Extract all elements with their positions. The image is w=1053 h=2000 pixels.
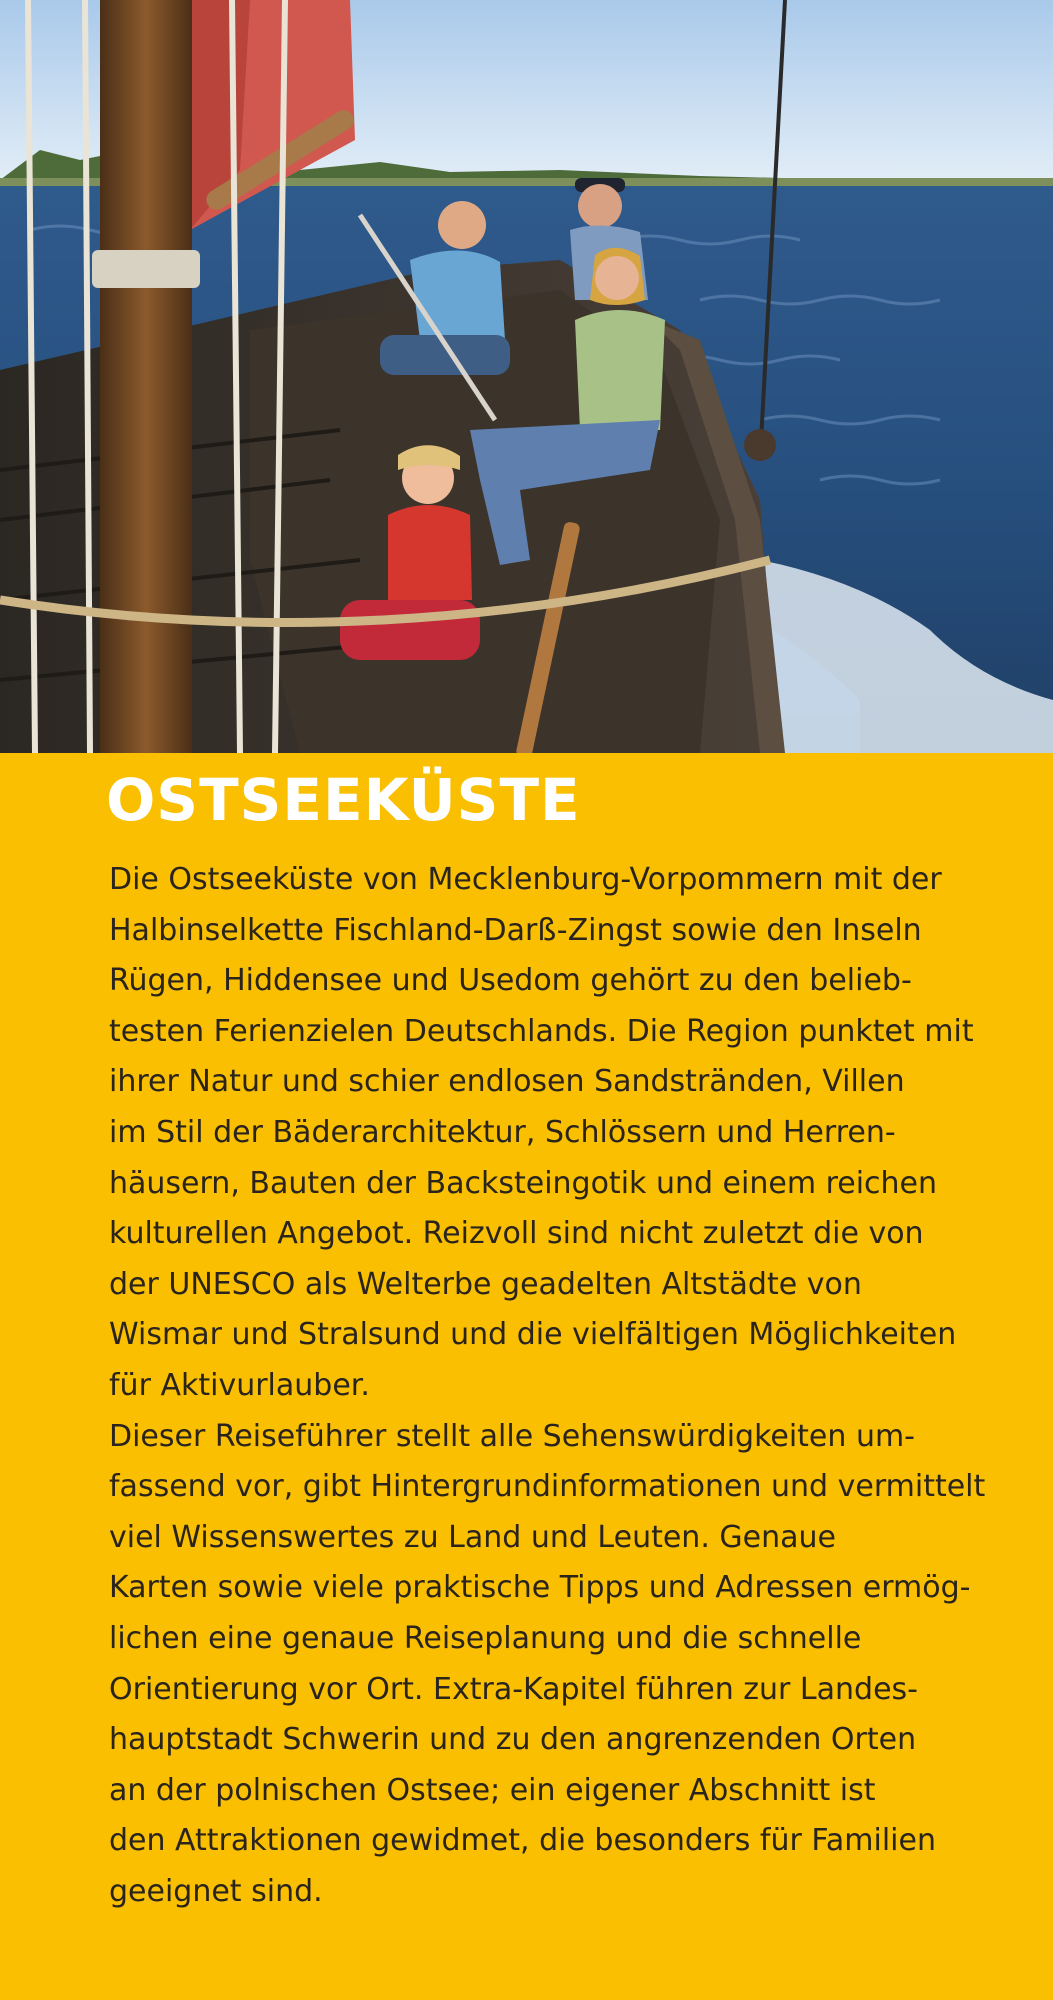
body-line: kulturellen Angebot. Reizvoll sind nicht zuletzt die von bbox=[109, 1216, 924, 1252]
body-line: lichen eine genaue Reiseplanung und die schnelle bbox=[109, 1620, 862, 1656]
body-line: Rügen, Hiddensee und Usedom gehört zu den belieb- bbox=[109, 963, 912, 999]
body-line: geeignet sind. bbox=[109, 1873, 323, 1909]
body-line: im Stil der Bäderarchitektur, Schlössern und Herren- bbox=[109, 1114, 896, 1150]
body-line: Karten sowie viele praktische Tipps und Adressen ermög- bbox=[109, 1570, 971, 1606]
sailboat-family-photo-art bbox=[0, 0, 1053, 753]
body-line: Wismar und Stralsund und die vielfältigen Möglichkeiten bbox=[109, 1317, 957, 1353]
body-line: hauptstadt Schwerin und zu den angrenzenden Orten bbox=[109, 1722, 917, 1758]
body-line: fassend vor, gibt Hintergrundinformationen und vermittelt bbox=[109, 1469, 986, 1505]
text-panel bbox=[0, 753, 1053, 2000]
body-line: testen Ferienzielen Deutschlands. Die Region punktet mit bbox=[109, 1013, 974, 1049]
body-text bbox=[109, 855, 1029, 1917]
body-line: Die Ostseeküste von Mecklenburg-Vorpommern mit der bbox=[109, 862, 942, 897]
body-line: an der polnischen Ostsee; ein eigener Abschnitt ist bbox=[109, 1772, 876, 1808]
sailboat-family-photo bbox=[0, 0, 1053, 753]
body-line: häusern, Bauten der Backsteingotik und einem reichen bbox=[109, 1165, 938, 1201]
body-line: der UNESCO als Welterbe geadelten Altstädte von bbox=[109, 1266, 862, 1302]
body-line: Dieser Reiseführer stellt alle Sehenswürdigkeiten um- bbox=[109, 1418, 916, 1454]
body-line: den Attraktionen gewidmet, die besonders für Familien bbox=[109, 1823, 936, 1859]
body-line: für Aktivurlauber. bbox=[109, 1367, 370, 1403]
body-line: Orientierung vor Ort. Extra-Kapitel führen zur Landes- bbox=[109, 1671, 918, 1707]
body-line: viel Wissenswertes zu Land und Leuten. Genaue bbox=[109, 1519, 836, 1555]
body-line: ihrer Natur und schier endlosen Sandstränden, Villen bbox=[109, 1064, 905, 1100]
page-title: OSTSEEKÜSTE bbox=[106, 766, 581, 834]
body-line: Halbinselkette Fischland-Darß-Zingst sowie den Inseln bbox=[109, 912, 922, 948]
